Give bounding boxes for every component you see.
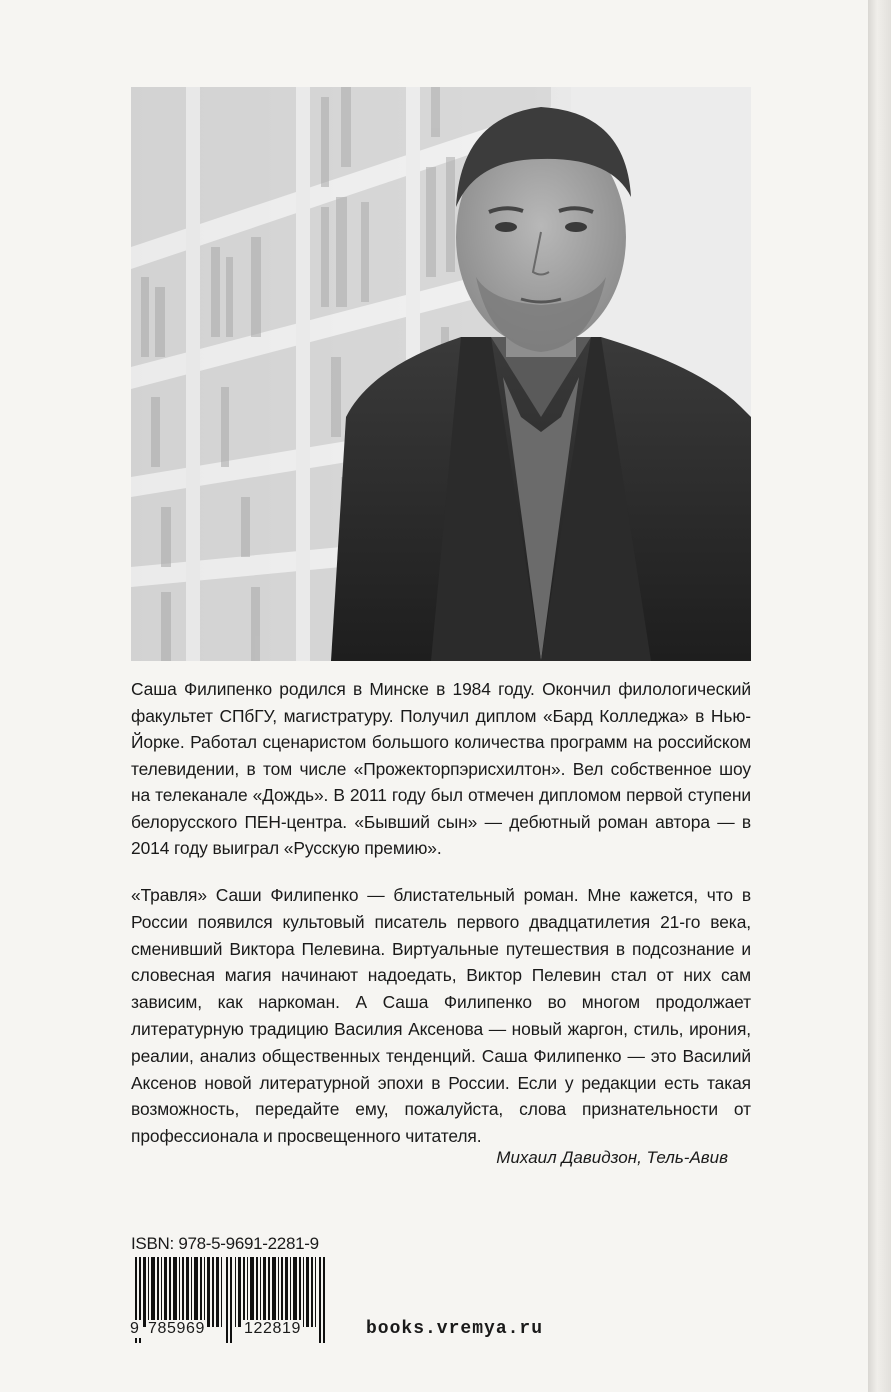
- isbn-label: ISBN: 978-5-9691-2281-9: [131, 1234, 319, 1253]
- barcode-digits-left: 785969: [148, 1320, 205, 1337]
- review-quote: «Травля» Саши Филипенко — блистательный роман. Мне кажется, что в России появился культовый писатель первого двадцатилетия 21-го века, сменивший Виктора Пелевина. Виртуальные путешествия в подсознание и словесная магия начинают надоедать, Виктор Пелевин стал от них сам зависим, как наркоман. А Саша Филипенко во многом продолжает литературную традицию Василия Аксенова — новый жаргон, стиль, ирония, реалии, анализ общественных тенденций. Саша Филипенко — это Василий Аксенов новой литературной эпохи в России. Если у редакции есть такая возможность, передайте ему, пожалуйста, слова признательности от профессионала и просвещенного читателя.: [131, 885, 751, 1147]
- barcode-digits-right: 122819: [244, 1320, 301, 1337]
- barcode-digit-first: 9: [130, 1320, 140, 1337]
- publisher-website[interactable]: books.vremya.ru: [366, 1319, 544, 1339]
- author-bio: Саша Филипенко родился в Минске в 1984 году. Окончил филологический факультет СПбГУ, магистратуру. Получил диплом «Бард Колледжа» в Нью-Йорке. Работал сценаристом большого количества программ на российском телевидении, в том числе «Прожекторпэрисхилтон». Вел собственное шоу на телеканале «Дождь». В 2011 году был отмечен дипломом первой ступени белорусского ПЕН-центра. «Бывший сын» — дебютный роман автора — в 2014 году выиграл «Русскую премию».: [131, 679, 751, 858]
- review-attribution: Михаил Давидзон, Тель-Авив: [496, 1148, 728, 1167]
- author-photo: [131, 87, 751, 661]
- barcode-digits: [128, 1318, 348, 1344]
- cover-spine-edge: [868, 0, 891, 1392]
